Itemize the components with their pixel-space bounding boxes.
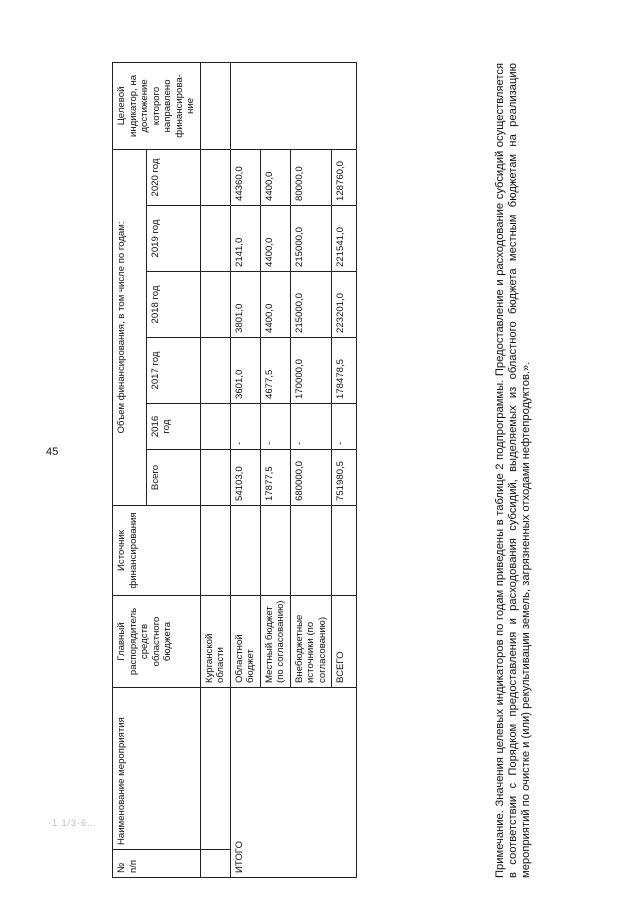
cell-2019: [200, 206, 230, 272]
cell-2016: -: [332, 404, 357, 450]
header-num: № п/п: [113, 850, 201, 878]
table-header-row: [113, 62, 147, 877]
table-row: [200, 62, 230, 877]
cell-2017: 178478,5: [332, 338, 357, 404]
cell-total-label: ИТОГО: [230, 688, 357, 878]
cell-2016: -: [260, 404, 290, 450]
cell-2016: [200, 404, 230, 450]
cell-total: [200, 450, 230, 506]
cell-2017: 3601,0: [230, 338, 260, 404]
footnote-paragraph: Примечание. Значения целевых индикаторов по годам приведены в таблице 2 подпрограммы. Предоставление и расходование субсидий осуществляется в соответствии с Порядком предоставления и расходования субсидий, выделяемых из областного бюджета местным бюджетам на реализацию мероприятий по очистке и (или) рекультивации земель, загрязненных отходами нефтепродуктов.».: [494, 63, 532, 878]
header-2020: 2020 год: [146, 149, 200, 205]
cell-2019: 221541,0: [332, 206, 357, 272]
header-source: Источник финансирования: [113, 506, 201, 596]
cell-2017: [200, 338, 230, 404]
cell-distributor: Местный бюджет (по согласованию): [260, 596, 290, 688]
cell-2018: 4400,0: [260, 272, 290, 338]
header-2017: 2017 год: [146, 338, 200, 404]
cell-2019: 2141,0: [230, 206, 260, 272]
cell-total: 54103,0: [230, 450, 260, 506]
cell-name: [200, 688, 230, 850]
cell-2019: 215000,0: [290, 206, 332, 272]
cell-2017: 170000,0: [290, 338, 332, 404]
header-volume: Объем финансирования, в том числе по годам:: [113, 149, 147, 505]
table-row: [230, 62, 260, 877]
margin-mark: ·1 1/3·6…: [48, 818, 98, 828]
cell-num: [200, 850, 230, 878]
cell-total: 17877,5: [260, 450, 290, 506]
header-total: Всего: [146, 450, 200, 506]
cell-source: [230, 506, 260, 596]
cell-2017: 4677,5: [260, 338, 290, 404]
rotated-page-content: [112, 63, 622, 878]
header-2016: 2016 год: [146, 404, 200, 450]
header-distributor: Главный распорядитель средств областного бюджета: [113, 596, 201, 688]
header-name: Наименование мероприятия: [113, 688, 201, 850]
cell-2020: [200, 149, 230, 205]
cell-2020: 4400,0: [260, 149, 290, 205]
cell-distributor: Внебюджетные источники (по согласованию): [290, 596, 332, 688]
header-2019: 2019 год: [146, 206, 200, 272]
cell-distributor: Областной бюджет: [230, 596, 260, 688]
cell-2018: [200, 272, 230, 338]
cell-source: [332, 506, 357, 596]
cell-2020: 80000,0: [290, 149, 332, 205]
header-2018: 2018 год: [146, 272, 200, 338]
header-indicator: Целевой индикатор, на достижение которого направлено финансирова-ние: [113, 62, 201, 149]
cell-source: [290, 506, 332, 596]
cell-indicator: [200, 62, 230, 149]
cell-indicator: [230, 62, 357, 149]
cell-distributor: ВСЕГО: [332, 596, 357, 688]
cell-2020: 128760,0: [332, 149, 357, 205]
cell-2016: -: [230, 404, 260, 450]
cell-2016: -: [290, 404, 332, 450]
cell-2018: 223201,0: [332, 272, 357, 338]
cell-2018: 215000,0: [290, 272, 332, 338]
cell-source: [260, 506, 290, 596]
cell-total: 751980,5: [332, 450, 357, 506]
cell-total: 680000,0: [290, 450, 332, 506]
financing-table: [112, 62, 357, 878]
cell-2020: 44360,0: [230, 149, 260, 205]
cell-2018: 3801,0: [230, 272, 260, 338]
cell-2019: 4400,0: [260, 206, 290, 272]
cell-distributor: Курганской области: [200, 596, 230, 688]
page-number: 45: [46, 446, 59, 458]
cell-source: [200, 506, 230, 596]
